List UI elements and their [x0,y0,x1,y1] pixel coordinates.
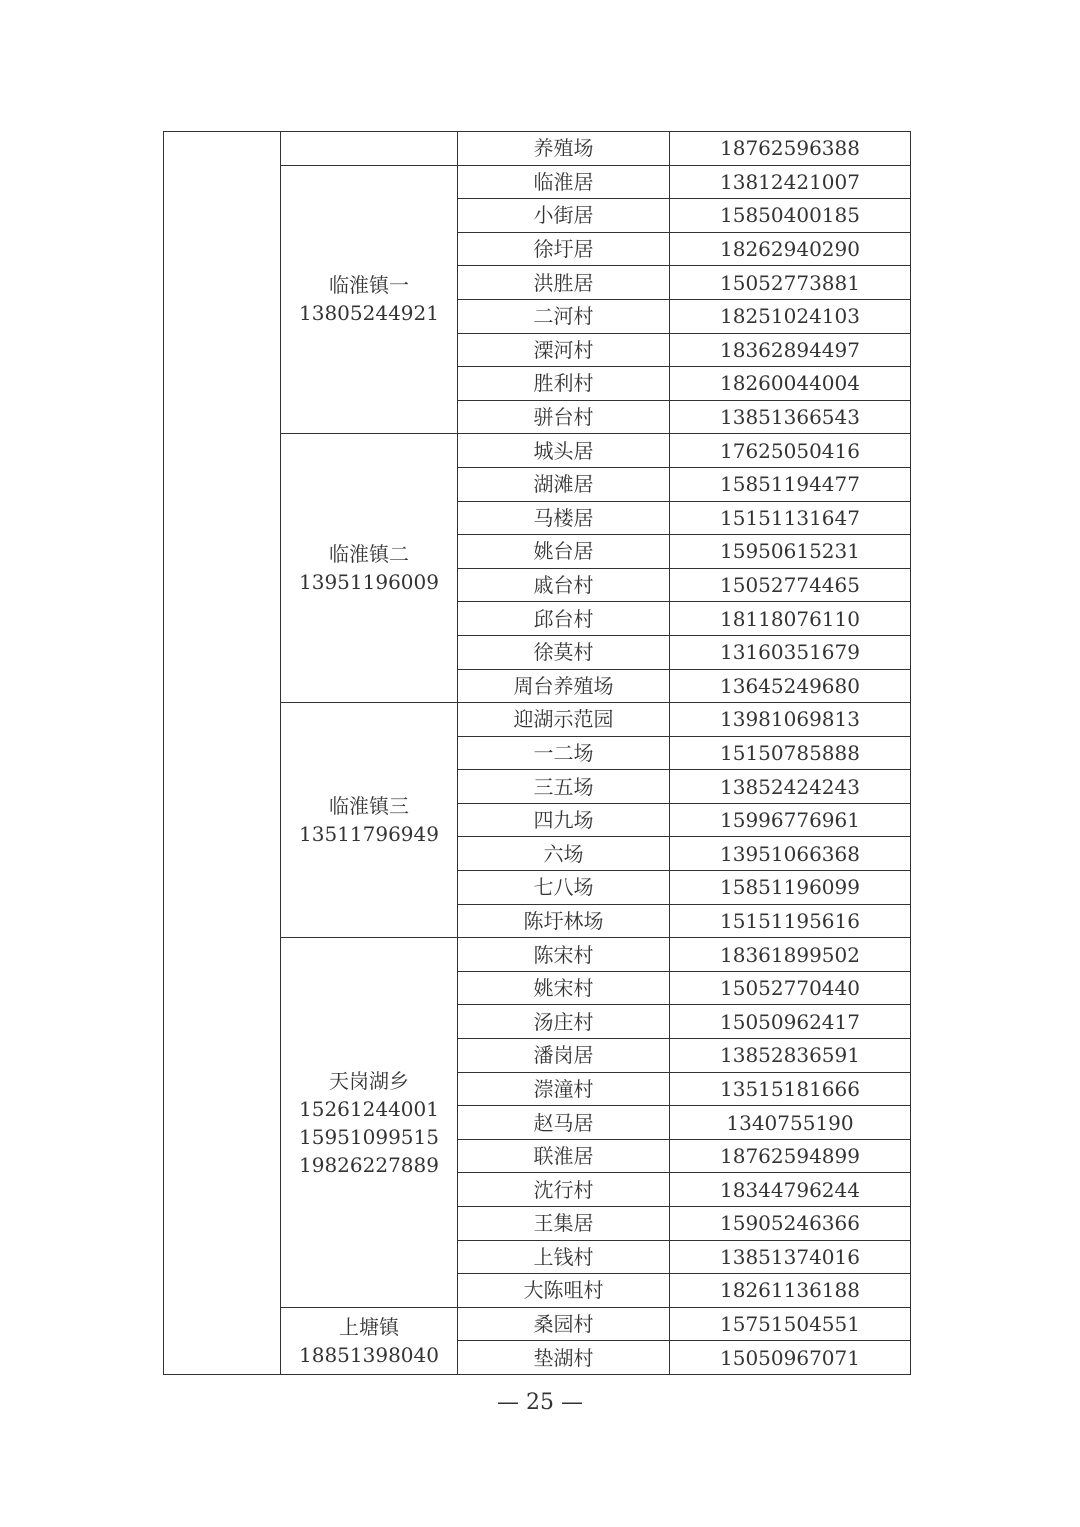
place-cell: 城头居 [458,434,670,468]
phone-cell: 18262940290 [670,232,911,266]
town-name: 临淮镇一 [329,273,409,298]
phone-cell: 15052773881 [670,266,911,300]
place-cell: 养殖场 [458,132,670,166]
place-cell: 垫湖村 [458,1341,670,1375]
phone-cell: 18251024103 [670,299,911,333]
phone-cell: 13852424243 [670,770,911,804]
place-cell: 四九场 [458,803,670,837]
phone-cell: 15151195616 [670,904,911,938]
phone-cell: 13951066368 [670,837,911,871]
place-cell: 陈宋村 [458,938,670,972]
town-phone: 13511796949 [299,822,439,847]
place-cell: 一二场 [458,736,670,770]
place-cell: 戚台村 [458,568,670,602]
town-phone: 13951196009 [299,570,439,595]
town-name: 天岗湖乡 [329,1068,409,1093]
place-cell: 六场 [458,837,670,871]
place-cell: 大陈咀村 [458,1274,670,1308]
place-cell: 马楼居 [458,501,670,535]
phone-cell: 15996776961 [670,803,911,837]
phone-cell: 18261136188 [670,1274,911,1308]
town-phone: 13805244921 [299,301,439,326]
town-phone: 19826227889 [299,1152,439,1177]
town-blank-cell [281,132,458,166]
town-cell [281,165,458,434]
town-phone: 15261244001 [299,1096,439,1121]
phone-cell: 13160351679 [670,635,911,669]
place-cell: 赵马居 [458,1106,670,1140]
place-cell: 联淮居 [458,1139,670,1173]
town-cell [281,434,458,703]
place-cell: 姚宋村 [458,971,670,1005]
phone-cell: 15052770440 [670,971,911,1005]
place-cell: 三五场 [458,770,670,804]
town-cell [281,1307,458,1374]
town-phone: 18851398040 [299,1342,439,1367]
place-cell: 上钱村 [458,1240,670,1274]
place-cell: 邱台村 [458,602,670,636]
phone-cell: 15150785888 [670,736,911,770]
phone-cell: 15751504551 [670,1307,911,1341]
phone-cell: 18762596388 [670,132,911,166]
phone-cell: 1340755190 [670,1106,911,1140]
phone-cell: 15905246366 [670,1207,911,1241]
place-cell: 溧河村 [458,333,670,367]
phone-cell: 18344796244 [670,1173,911,1207]
place-cell: 潘岗居 [458,1039,670,1073]
place-cell: 桑园村 [458,1307,670,1341]
phone-cell: 18260044004 [670,367,911,401]
town-name: 临淮镇三 [329,794,409,819]
place-cell: 陈圩林场 [458,904,670,938]
phone-cell: 18362894497 [670,333,911,367]
place-cell: 徐圩居 [458,232,670,266]
place-cell: 姚台居 [458,535,670,569]
phone-cell: 18361899502 [670,938,911,972]
place-cell: 汤庄村 [458,1005,670,1039]
place-cell: 七八场 [458,871,670,905]
place-cell: 临淮居 [458,165,670,199]
phone-cell: 13981069813 [670,703,911,737]
contact-table [163,131,911,1375]
phone-cell: 15850400185 [670,199,911,233]
phone-cell: 13852836591 [670,1039,911,1073]
phone-cell: 15151131647 [670,501,911,535]
phone-cell: 13851374016 [670,1240,911,1274]
place-cell: 骈台村 [458,400,670,434]
place-cell: 迎湖示范园 [458,703,670,737]
place-cell: 湖滩居 [458,467,670,501]
page-number: — 25 — [497,1390,583,1415]
town-name: 临淮镇二 [329,542,409,567]
town-name: 上塘镇 [339,1314,399,1339]
place-cell: 徐莫村 [458,635,670,669]
phone-cell: 18762594899 [670,1139,911,1173]
place-cell: 沈行村 [458,1173,670,1207]
phone-cell: 15851196099 [670,871,911,905]
place-cell: 漴潼村 [458,1072,670,1106]
phone-cell: 13812421007 [670,165,911,199]
place-cell: 王集居 [458,1207,670,1241]
town-phone: 15951099515 [299,1124,439,1149]
phone-cell: 15950615231 [670,535,911,569]
phone-cell: 13645249680 [670,669,911,703]
left-blank-cell [164,132,281,1375]
phone-cell: 17625050416 [670,434,911,468]
table-row [164,132,911,166]
place-cell: 二河村 [458,299,670,333]
phone-cell: 13515181666 [670,1072,911,1106]
phone-cell: 15050967071 [670,1341,911,1375]
town-cell [281,703,458,938]
phone-cell: 15851194477 [670,467,911,501]
place-cell: 小街居 [458,199,670,233]
place-cell: 洪胜居 [458,266,670,300]
town-cell [281,938,458,1308]
phone-cell: 15052774465 [670,568,911,602]
phone-cell: 18118076110 [670,602,911,636]
table-body [164,132,911,1375]
place-cell: 周台养殖场 [458,669,670,703]
phone-cell: 13851366543 [670,400,911,434]
phone-cell: 15050962417 [670,1005,911,1039]
place-cell: 胜利村 [458,367,670,401]
